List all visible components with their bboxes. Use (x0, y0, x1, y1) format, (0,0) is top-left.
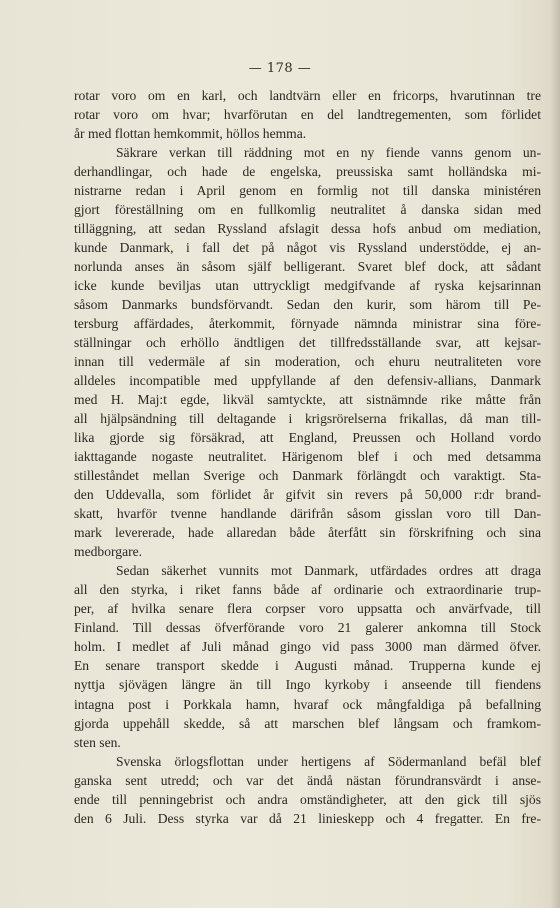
text-line: gjort föreställning om en fullkomlig neutralitet å danska sidan med (74, 202, 541, 218)
text-line: nistrarne redan i April genom en formlig not till danska ministéren (74, 183, 541, 199)
text-line: tilläggning, att sedan Ryssland afslagit dessa hofs anbud om mediation, (74, 221, 541, 237)
text-line: gjorda uppehåll skedde, så att marschen blef långsam och framkom- (74, 715, 541, 731)
text-line: rotar voro om hvar; hvarförutan en del landtregementen, som förlidet (74, 107, 541, 123)
page-edge-shadow (550, 0, 560, 908)
text-line: stilleståndet mellan Sverige och Danmark förlängdt och varaktigt. Sta- (74, 468, 541, 484)
body-text (74, 86, 541, 828)
text-line: iakttagande nogaste neutralitet. Härigenom blef i och med detsamma (74, 449, 541, 465)
text-line: innan till vedermäle af sin moderation, och ehuru neutraliteten vore (74, 354, 541, 370)
text-line: ende till penningebrist och andra omständigheter, att den gick till sjös (74, 791, 541, 807)
text-line: derhandlingar, och hade de engelska, preussiska samt holländska mi- (74, 164, 541, 180)
page-number: — 178 — (248, 61, 312, 76)
text-line: ställningar och erhöllo ändtligen det tillfredsställande svar, att kejsar- (74, 335, 541, 351)
text-line: per, af hvilka senare flera corpser voro uppsatta och anvärfvade, till (74, 601, 541, 617)
text-line: lika gjorde sig försäkrad, att England, Preussen och Holland vordo (74, 430, 541, 446)
text-line: sten sen. (74, 734, 121, 750)
text-line: rotar voro om en karl, och landtvärn eller en fricorps, hvarutinnan tre (74, 88, 541, 103)
text-line: nyttja sjövägen längre än till Ingo kyrkoby i anseende till fiendens (74, 677, 541, 693)
text-line: Säkrare verkan till räddning mot en ny fiende vanns genom un- (116, 145, 541, 161)
text-line: Svenska örlogsflottan under hertigens af Södermanland befäl blef (116, 753, 541, 769)
text-line: holm. I medlet af Juli månad gingo vid pass 3000 man därmed öfver. (74, 639, 541, 655)
text-line: skatt, hvarför tvenne handlande därifrån såsom gisslan voro till Dan- (74, 506, 541, 522)
text-line: Sedan säkerhet vunnits mot Danmark, utfärdades ordres att draga (116, 563, 541, 579)
text-line: med H. Maj:t egde, likväl samtyckte, att sistnämnde rike måtte från (74, 392, 541, 408)
text-line: Finland. Till dessas öfverförande voro 21 galerer ankomna till Stock (74, 620, 541, 636)
text-line: icke kunde beviljas utan uttryckligt medgifvande af ryska kejsarinnan (74, 278, 541, 294)
text-line: kunde Danmark, i fall det på något vis Ryssland understödde, ej an- (74, 240, 541, 256)
text-line: den 6 Juli. Dess styrka var då 21 linieskepp och 4 fregatter. En fre- (74, 810, 541, 826)
text-line: medborgare. (74, 544, 143, 560)
text-line: såsom Danmarks bundsförvandt. Sedan den kurir, som härom till Pe- (74, 297, 541, 313)
text-line: all hjälpsändning till deltagande i krigsrörelserna frikallas, då man till- (74, 411, 541, 427)
text-line: ganska sent utredd; och var det ändå nästan förundransvärdt i anse- (74, 772, 541, 788)
text-line: En senare transport skedde i Augusti månad. Trupperna kunde ej (74, 658, 541, 674)
text-line: år med flottan hemkommit, höllos hemma. (74, 126, 307, 142)
text-line: all den styrka, i riket fanns både af ordinarie och extraordinarie trup- (74, 582, 541, 598)
text-line: intagna post i Porkkala hamn, hvaraf ock mångfaldiga på befallning (74, 696, 541, 712)
text-line: alldeles incompatible med uppfyllande af den defensiv-allians, Danmark (74, 373, 541, 389)
text-line: norlunda anses än såsom själf belligerant. Svaret blef dock, att sådant (74, 259, 541, 275)
text-line: den Uddevalla, som förlidet år gifvit sin revers på 50,000 r:dr brand- (74, 487, 541, 503)
text-line: tersburg affärdades, återkommit, förnyade nämnda ministrar sina före- (74, 316, 541, 332)
text-line: mark levererade, hade allaredan både återfått sin förskrifning och sina (74, 525, 541, 541)
